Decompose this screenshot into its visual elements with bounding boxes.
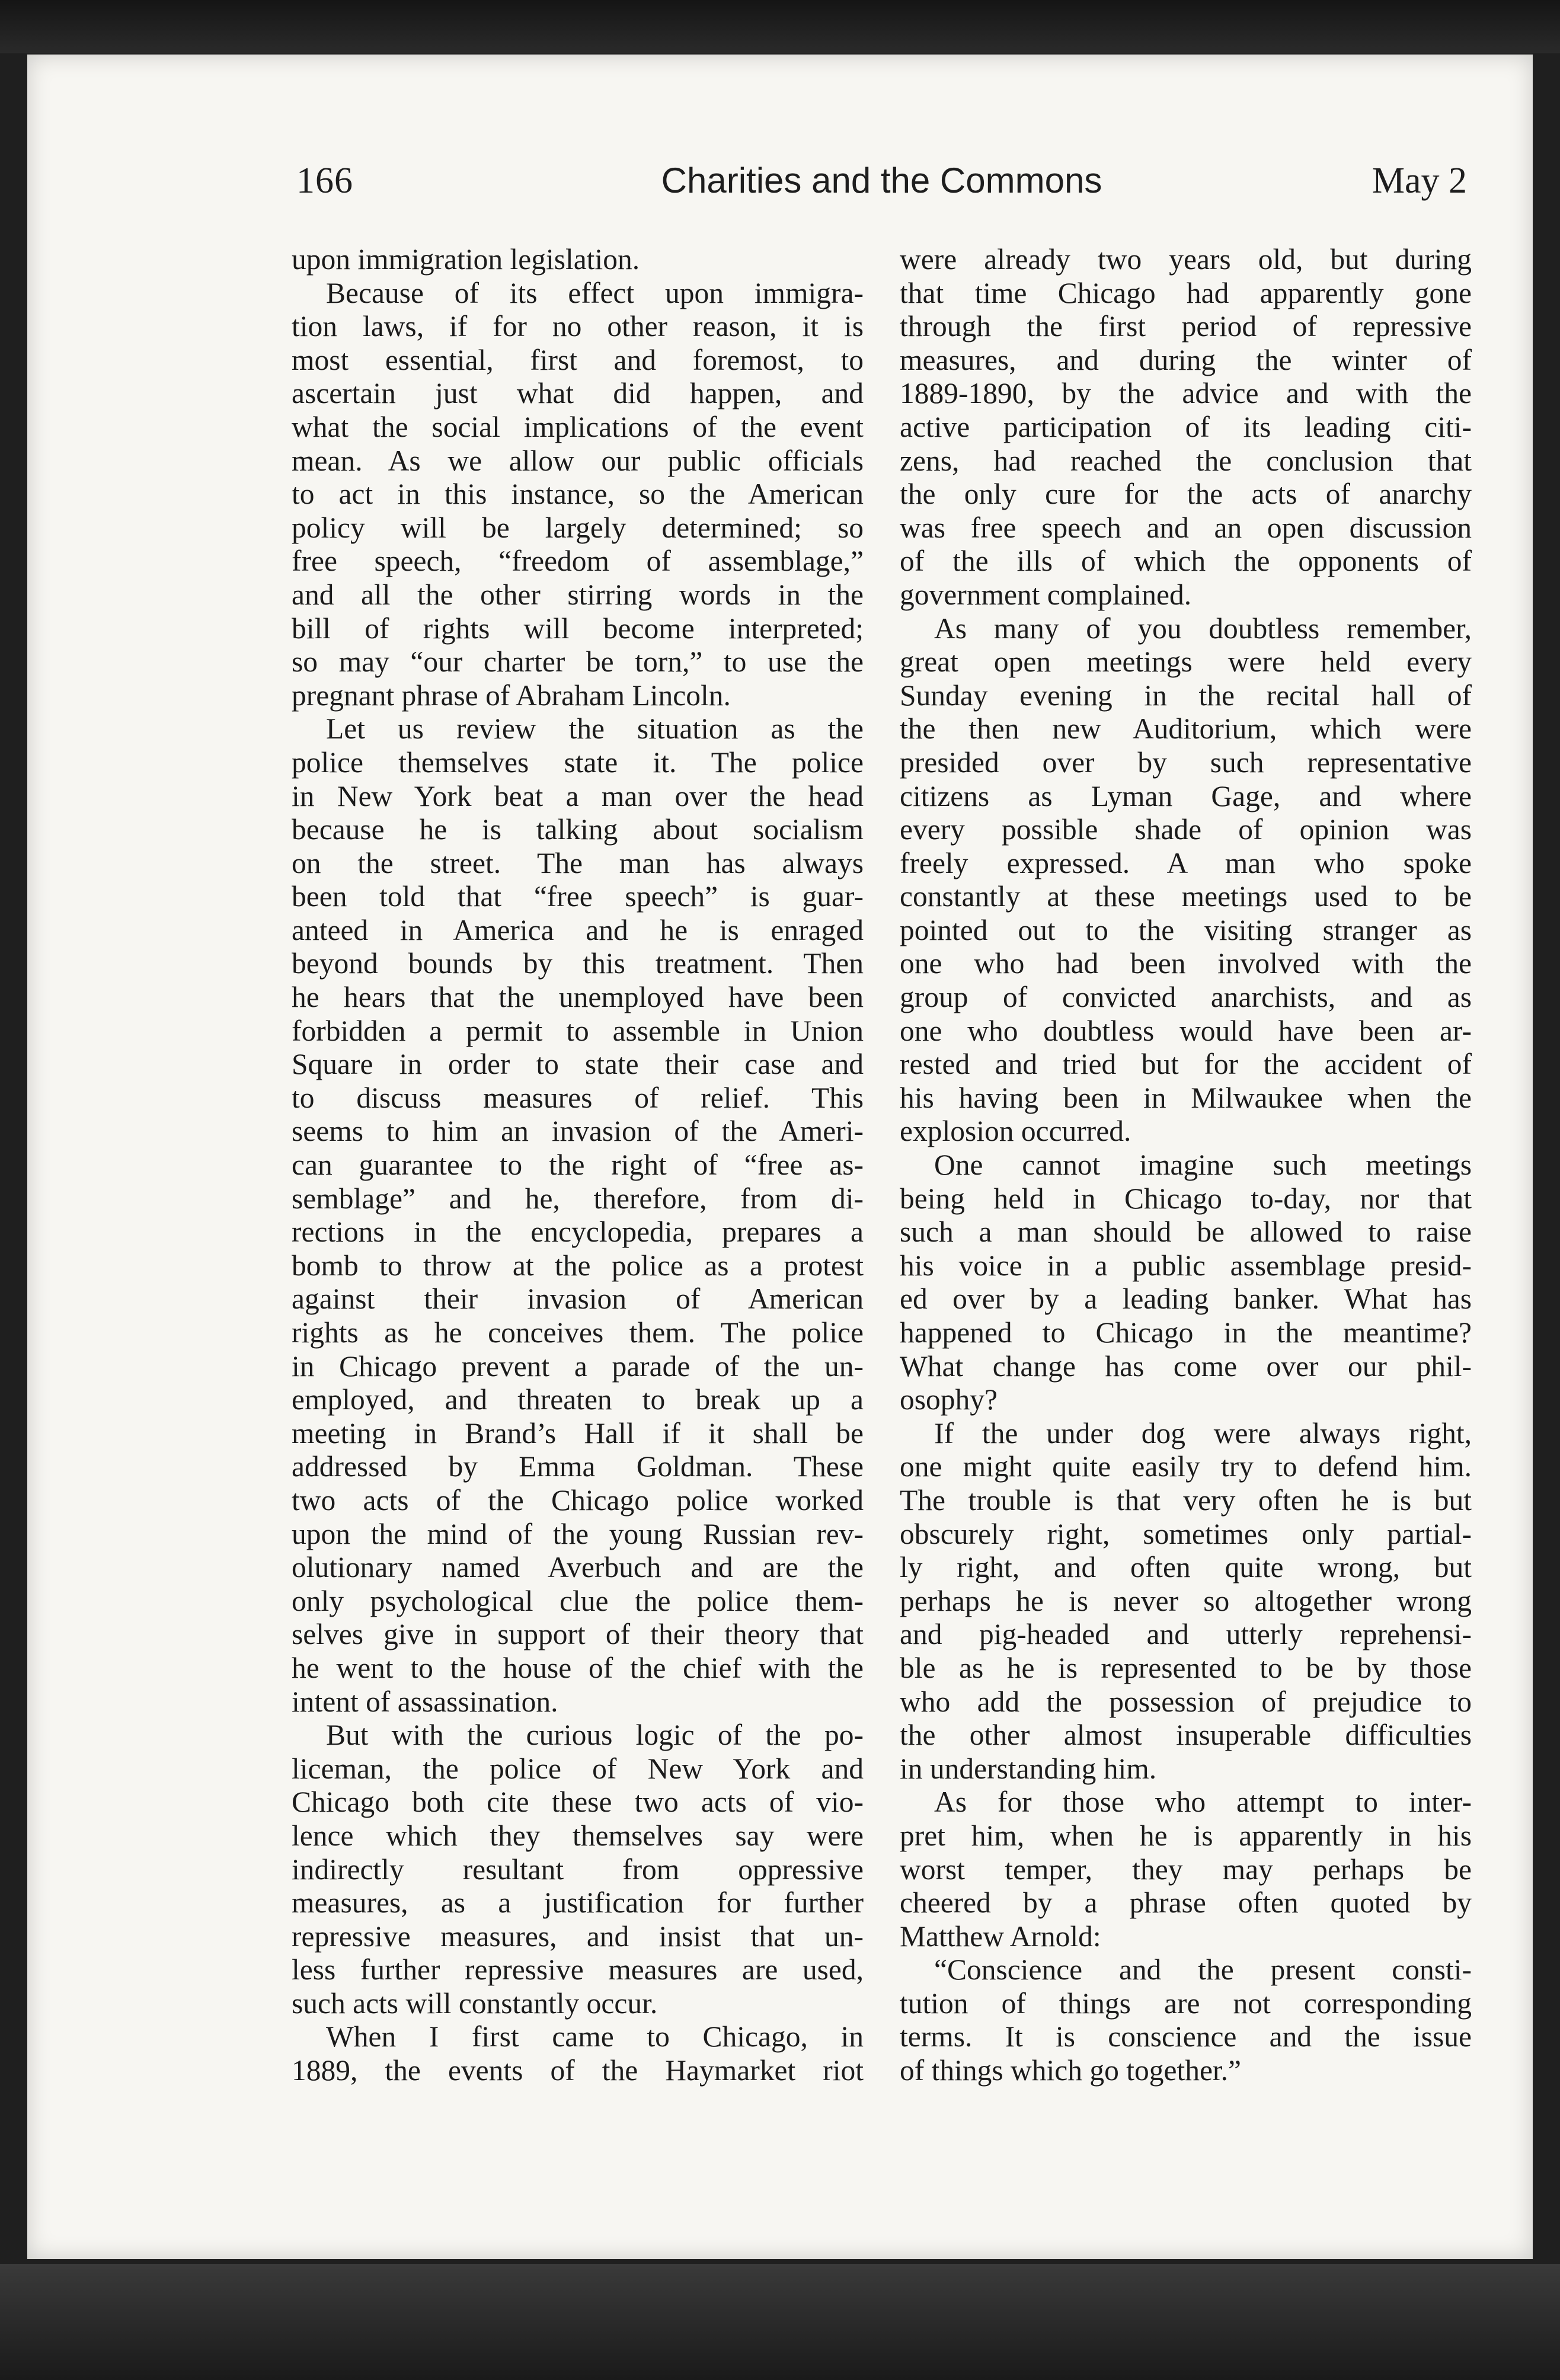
text-line: beyond bounds by this treatment. Then [292,947,864,980]
left-text-column [292,243,864,2088]
text-line: through the first period of repressive [900,310,1472,343]
text-line: When I first came to Chicago, in [326,2020,864,2053]
text-line: meeting in Brand’s Hall if it shall be [292,1416,864,1450]
text-line: because he is talking about socialism [292,813,864,846]
text-line: 1889, the events of the Haymarket riot [292,2054,864,2087]
text-line: selves give in support of their theory that [292,1618,864,1651]
text-line: cheered by a phrase often quoted by [900,1886,1472,1920]
text-line: Matthew Arnold: [900,1920,1101,1953]
text-line: 1889-1890, by the advice and with the [900,377,1472,410]
text-line: two acts of the Chicago police worked [292,1483,864,1517]
journal-title: Charities and the Commons [661,161,1102,200]
text-line: measures, as a justification for further [292,1886,864,1920]
text-line: great open meetings were held every [900,645,1472,679]
text-line: Chicago both cite these two acts of vio- [292,1786,864,1819]
text-line: measures, and during the winter of [900,343,1472,376]
text-line: the only cure for the acts of anarchy [900,478,1472,511]
text-line: and pig-headed and utterly reprehensi- [900,1618,1472,1651]
text-line: in Chicago prevent a parade of the un- [292,1349,864,1383]
text-line: One cannot imagine such meetings [934,1149,1472,1182]
text-line: one might quite easily try to defend him. [900,1450,1472,1483]
text-line: in New York beat a man over the head [292,779,864,812]
text-line: only psychological clue the police them- [292,1584,864,1617]
text-line: can guarantee to the right of “free as- [292,1149,864,1182]
text-line: against their invasion of American [292,1282,864,1316]
text-line: ed over by a leading banker. What has [900,1282,1472,1316]
text-line: who add the possession of prejudice to [900,1685,1472,1718]
text-line: on the street. The man has always [292,846,864,879]
text-line: his having been in Milwaukee when the [900,1081,1472,1114]
text-line: obscurely right, sometimes only partial- [900,1517,1472,1550]
text-line: bill of rights will become interpreted; [292,612,864,645]
text-line: his voice in a public assemblage presid- [900,1249,1472,1282]
text-line: happened to Chicago in the meantime? [900,1316,1472,1349]
text-line: the then new Auditorium, which were [900,712,1472,746]
text-line: of the ills of which the opponents of [900,545,1472,578]
issue-date: May 2 [1372,161,1467,201]
text-line: such acts will constantly occur. [292,1986,658,2020]
text-line: the other almost insuperable difficulties [900,1719,1472,1752]
text-line: explosion occurred. [900,1115,1131,1148]
text-line: But with the curious logic of the po- [326,1719,864,1752]
text-line: to act in this instance, so the American [292,478,864,511]
text-line: As many of you doubtless remember, [934,612,1472,645]
text-line: “Conscience and the present consti- [934,1953,1472,1986]
text-line: in understanding him. [900,1752,1157,1785]
text-line: such a man should be allowed to raise [900,1215,1472,1249]
text-line: presided over by such representative [900,746,1472,779]
text-line: bomb to throw at the police as a protest [292,1249,864,1282]
text-line: active participation of its leading citi- [900,410,1472,443]
text-line: repressive measures, and insist that un- [292,1920,864,1953]
text-line: seems to him an invasion of the Ameri- [292,1115,864,1148]
text-line: employed, and threaten to break up a [292,1383,864,1416]
text-line: being held in Chicago to-day, nor that [900,1182,1472,1215]
text-line: lence which they themselves say were [292,1819,864,1852]
text-line: that time Chicago had apparently gone [900,276,1472,309]
text-line: one who had been involved with the [900,947,1472,980]
text-line: free speech, “freedom of assemblage,” [292,545,864,578]
text-line: of things which go together.” [900,2054,1242,2087]
text-line: freely expressed. A man who spoke [900,846,1472,879]
text-line: perhaps he is never so altogether wrong [900,1584,1472,1617]
text-line: As for those who attempt to inter- [934,1786,1472,1819]
text-line: what the social implications of the event [292,410,864,443]
text-line: rections in the encyclopedia, prepares a [292,1215,864,1249]
text-line: terms. It is conscience and the issue [900,2020,1472,2053]
text-line: mean. As we allow our public officials [292,444,864,477]
text-line: ly right, and often quite wrong, but [900,1551,1472,1584]
text-line: pregnant phrase of Abraham Lincoln. [292,679,731,712]
text-line: citizens as Lyman Gage, and where [900,779,1472,812]
scan-border-top [0,0,1560,53]
text-line: most essential, first and foremost, to [292,343,864,376]
text-line: he went to the house of the chief with the [292,1651,864,1684]
scan-border-bottom [0,2264,1560,2380]
text-line: tion laws, if for no other reason, it is [292,310,864,343]
text-line: constantly at these meetings used to be [900,880,1472,913]
page-number: 166 [296,161,353,201]
text-line: The trouble is that very often he is but [900,1483,1472,1517]
text-line: government complained. [900,578,1192,611]
text-line: osophy? [900,1383,998,1416]
text-line: What change has come over our phil- [900,1349,1472,1383]
text-line: he hears that the unemployed have been [292,981,864,1014]
text-line: were already two years old, but during [900,243,1472,276]
text-line: Sunday evening in the recital hall of [900,679,1472,712]
text-line: group of convicted anarchists, and as [900,981,1472,1014]
text-line: addressed by Emma Goldman. These [292,1450,864,1483]
right-text-column [900,243,1472,2088]
text-line: zens, had reached the conclusion that [900,444,1472,477]
text-line: ascertain just what did happen, and [292,377,864,410]
text-line: one who doubtless would have been ar- [900,1014,1472,1047]
text-line: ble as he is represented to be by those [900,1651,1472,1684]
text-line: indirectly resultant from oppressive [292,1853,864,1886]
text-line: rights as he conceives them. The police [292,1316,864,1349]
text-line: semblage” and he, therefore, from di- [292,1182,864,1215]
text-line: Because of its effect upon immigra- [326,276,864,309]
text-line: less further repressive measures are used, [292,1953,864,1986]
text-line: worst temper, they may perhaps be [900,1853,1472,1886]
text-line: police themselves state it. The police [292,746,864,779]
text-line: to discuss measures of relief. This [292,1081,864,1114]
running-header [296,160,1467,213]
text-line: rested and tried but for the accident of [900,1048,1472,1081]
text-line: been told that “free speech” is guar- [292,880,864,913]
text-line: upon the mind of the young Russian rev- [292,1517,864,1550]
text-line: tution of things are not corresponding [900,1986,1472,2020]
text-line: and all the other stirring words in the [292,578,864,611]
text-line: If the under dog were always right, [934,1416,1472,1450]
text-line: policy will be largely determined; so [292,511,864,544]
text-line: every possible shade of opinion was [900,813,1472,846]
text-line: Square in order to state their case and [292,1048,864,1081]
text-line: pret him, when he is apparently in his [900,1819,1472,1852]
text-line: liceman, the police of New York and [292,1752,864,1785]
text-line: Let us review the situation as the [326,712,864,746]
text-line: anteed in America and he is enraged [292,913,864,946]
text-line: was free speech and an open discussion [900,511,1472,544]
text-line: upon immigration legislation. [292,243,640,276]
text-line: pointed out to the visiting stranger as [900,913,1472,946]
text-line: olutionary named Averbuch and are the [292,1551,864,1584]
text-line: intent of assassination. [292,1685,558,1718]
text-line: so may “our charter be torn,” to use the [292,645,864,679]
text-line: forbidden a permit to assemble in Union [292,1014,864,1047]
